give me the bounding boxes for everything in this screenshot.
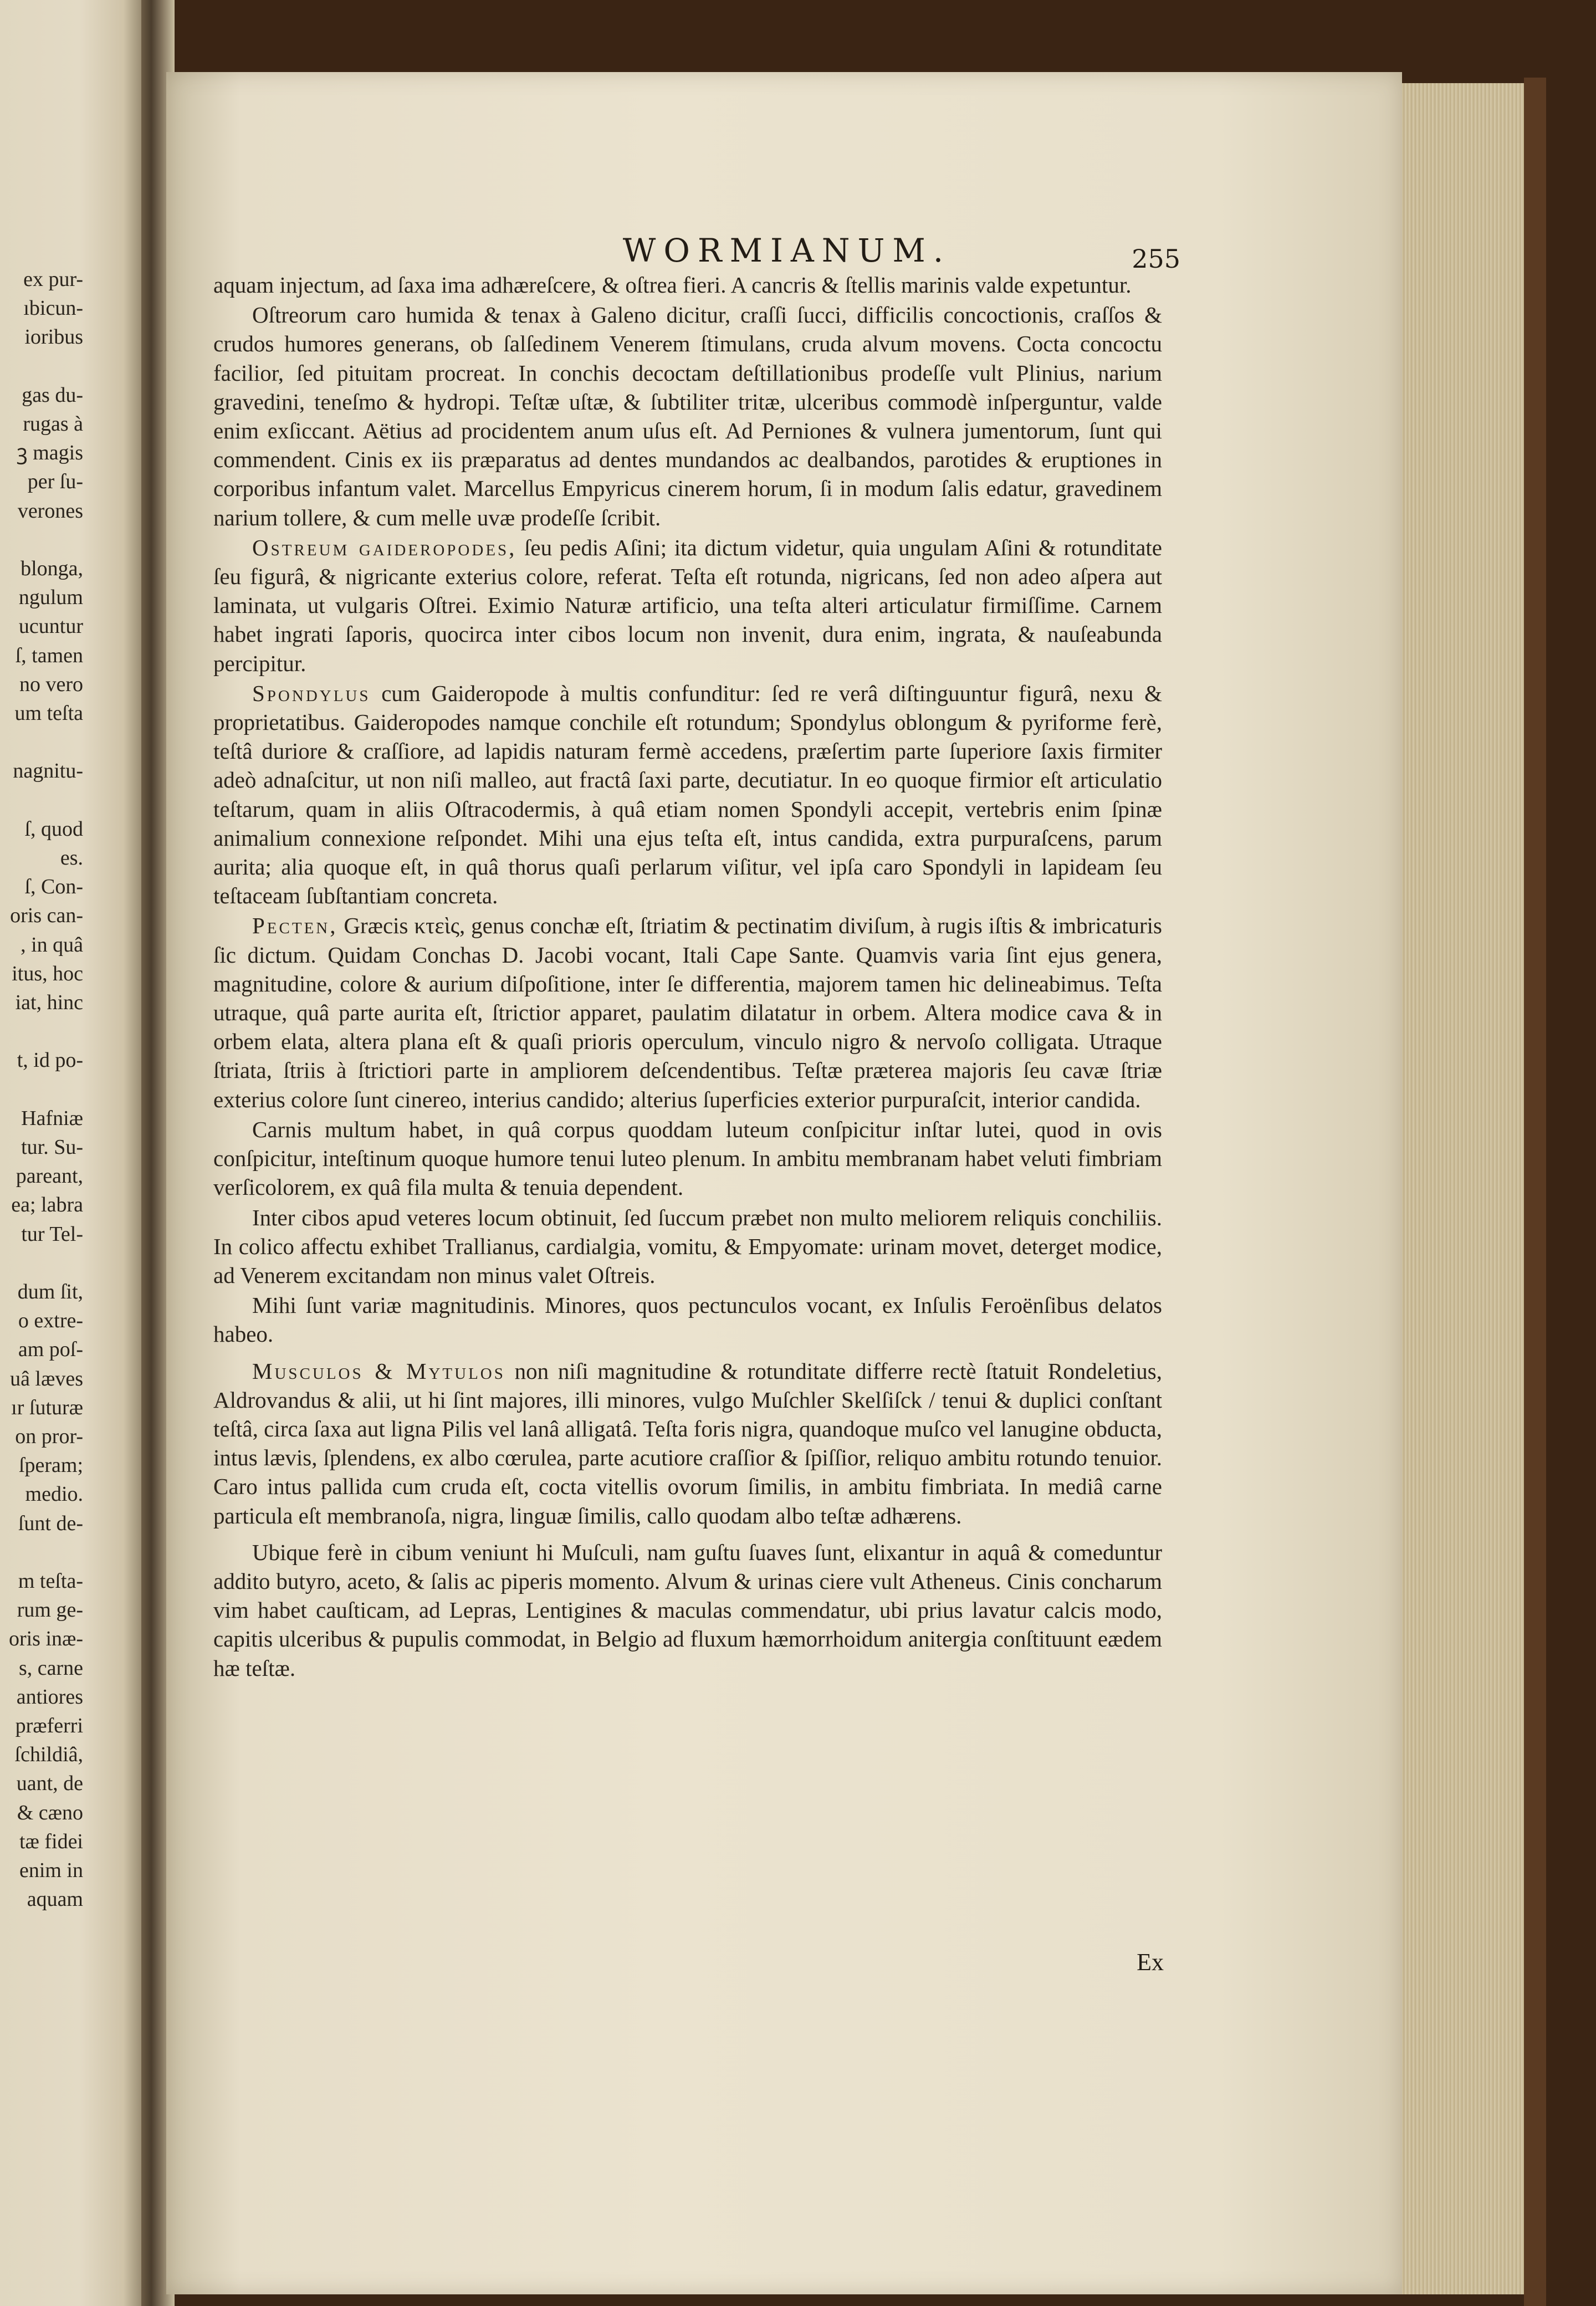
left-page-line: ꝫ magis	[17, 441, 83, 465]
main-text-block	[213, 270, 1162, 1684]
left-page-line: s, carne	[18, 1656, 83, 1680]
left-page-line: tæ fidei	[19, 1829, 83, 1853]
paragraph-6: Inter cibos apud veteres locum obtinuit, ſed ſuccum præbet non multo meliorem reliquis conchiliis. In colico affectu exhibet Trallianus, cardialgia, vomitu, & Empyomate: urinam movet, deterget modice, ad Venerem excitandam non minus valet Oſtreis.	[213, 1204, 1162, 1288]
left-page-line: & cæno	[17, 1801, 83, 1824]
left-page-line: am poſ-	[18, 1338, 83, 1362]
entry-heading: Ostreum gaideropodes,	[252, 534, 517, 560]
left-page-line: um teſta	[14, 702, 83, 725]
paragraph-4: Pecten, Græcis κτεὶς, genus conchæ eſt, ſtriatim & pectinatim diviſum, à rugis iſtis & imbricaturis ſic dictum. Quidam Conchas D. Jacobi vocant, Itali Cape Sante. Quamvis varia ſint ejus genera, magnitudine, colore & aurium diſpoſitione, inter ſe differentia, majorem tamen hic delineabimus. Teſta utraque, quâ parte aurita eſt, ſtrictior apparet, paulatim dilatatur in orbem. Altera modice cava & in orbem elata, altera plana eſt & quaſi prioris operculum, vinculo nigro & nervoſo colligata. Utraque ſtriata, ſtriis à ſtrictiori parte in ampliorem deſcendentibus. Teſtæ præterea majoris ſeu cavæ ſtriæ exterius colore ſunt cinereo, interius candido; alterius ſuperficies exterior purpuraſcit, interior candida.	[213, 913, 1162, 1112]
left-page-line: enim in	[19, 1859, 83, 1882]
paragraph-7: Mihi ſunt variæ magnitudinis. Minores, quos pectunculos vocant, ex Inſulis Feroënſibus delatos habeo.	[213, 1292, 1162, 1347]
left-page-line: ioribus	[24, 325, 83, 349]
left-page-line: ſunt de-	[18, 1511, 83, 1535]
left-page-line: verones	[17, 499, 83, 523]
left-page-line: ıbicun-	[23, 296, 83, 320]
left-page-line: ſchildiâ,	[14, 1743, 83, 1767]
left-page-line: ngulum	[18, 586, 83, 610]
left-page-line: ſ, tamen	[15, 643, 83, 667]
catchword: Ex	[1137, 1949, 1164, 1976]
running-head: WORMIANUM.	[622, 232, 952, 269]
left-page-line: ſperam;	[18, 1454, 83, 1477]
left-page-line: o extre-	[18, 1309, 83, 1333]
left-page-line: t, id po-	[17, 1049, 83, 1072]
left-page-line: ſ, Con-	[24, 875, 83, 899]
left-page-line: , in quâ	[21, 933, 83, 957]
left-page-line: es.	[60, 846, 83, 870]
left-page-line: itus, hoc	[12, 962, 83, 985]
left-page-line: Hafniæ	[21, 1106, 83, 1130]
left-page-line: on pror-	[15, 1425, 83, 1448]
left-page-line: ſ, quod	[24, 817, 83, 841]
paragraph-1: Oſtreorum caro humida & tenax à Galeno dicitur, craſſi ſucci, difficilis concoctionis, craſſos & crudos humores generans, ob ſalſedinem Venerem ſtimulans, cruda alvum movens. Cocta concoctu facilior, ſed pituitam procreat. In conchis decoctam deſtillationibus prodeſſe vult Plinius, narium gravedini, teneſmo & hydropi. Teſtæ uſtæ, & ſubtiliter tritæ, ulceribus commodè inſperguntur, valde enim exſiccant. Aëtius ad procidentem anum uſus eſt. Ad Perniones & vulnera jumentorum, ſunt qui commendent. Cinis ex iis præparatus ad dentes mundandos ac dealbandos, parotides & eruptiones in corporibus infantum valet. Marcellus Empyricus cinerem horum, ſi in modum ſalis edatur, gravedinem narium tollere, & cum melle uvæ prodeſſe ſcribit.	[213, 302, 1162, 530]
left-page-line: rugas à	[23, 412, 83, 436]
page-fore-edge	[1394, 83, 1532, 2294]
left-facing-page	[0, 0, 145, 2306]
left-page-line: per ſu-	[27, 470, 83, 494]
left-page-line: ır ſuturæ	[11, 1395, 83, 1419]
left-page-line: rum ge-	[17, 1598, 83, 1622]
left-page-line: oris inæ-	[8, 1627, 83, 1651]
left-page-line: tur Tel-	[21, 1222, 83, 1246]
left-page-line: ea; labra	[11, 1193, 83, 1217]
paragraph-8: Musculos & Mytulos non niſi magnitudine & rotunditate differre rectè ſtatuit Rondeletius, Aldrovandus & alii, ut hi ſint majores, illi minores, vulgo Muſchler Skelſiſck / tenui & duplici conſtant teſtâ, circa ſaxa aut ligna Pilis vel lanâ alligatâ. Teſta foris nigra, quandoque muſco vel lanugine obducta, intus lævis, ſplendens, ex albo cœrulea, parte acutiore craſſior & ſpiſſior, reliquo ambitu rotundo tenuior. Caro intus pallida cum cruda eſt, cocta vitellis ovorum ſimilis, in ambitu fimbriata. In mediâ carne particula eſt membranoſa, nigra, linguæ ſimilis, callo quodam albo teſtæ adhærens.	[213, 1358, 1162, 1528]
left-page-line: uâ læves	[10, 1367, 83, 1390]
left-page-line: gas du-	[22, 383, 83, 407]
left-page-line: ucuntur	[18, 615, 83, 638]
paragraph-2: Ostreum gaideropodes, ſeu pedis Aſini; ita dictum videtur, quia ungulam Aſini & rotunditate ſeu figurâ, & nigricante exterius colore, referat. Teſta eſt rotunda, nigricans, ſed non adeo aſpera aut laminata, ut vulgaris Oſtrei. Eximio Naturæ artificio, una teſta alteri articulatur firmiſſime. Carnem habet ingrati ſaporis, quocirca inter cibos locum non invenit, dura enim, ingrata, & nauſeabunda percipitur.	[213, 534, 1162, 676]
left-page-line: iat, hinc	[15, 991, 83, 1014]
book-cover-edge	[1524, 78, 1546, 2306]
entry-heading: Musculos & Mytulos	[252, 1358, 505, 1384]
left-page-line: tur. Su-	[21, 1136, 83, 1159]
left-page-line: antiores	[16, 1685, 83, 1709]
entry-heading: Pecten,	[252, 913, 338, 939]
left-page-line: no vero	[19, 672, 83, 696]
paragraph-5: Carnis multum habet, in quâ corpus quoddam luteum conſpicitur inſtar lutei, quod in ovis conſpicitur, inteſtinum quoque humore tenui luteo plenum. In ambitu membranam habet veluti fimbriam verſicolorem, ex quâ fila multa & tenuia dependent.	[213, 1116, 1162, 1200]
left-page-line: aquam	[27, 1888, 83, 1911]
paragraph-0: aquam injectum, ad ſaxa ima adhæreſcere, & oſtrea fieri. A cancris & ſtellis marinis valde expetuntur.	[213, 272, 1132, 298]
paragraph-9: Ubique ferè in cibum veniunt hi Muſculi, nam guſtu ſuaves ſunt, elixantur in aquâ & comeduntur addito butyro, aceto, & ſalis ac piperis momento. Alvum & urinas ciere vult Atheneus. Cinis concharum vim habet cauſticam, ad Lepras, Lentigines & maculas commendatur, ubi prius lavatur calcis modo, capitis ulceribus & pupulis commodat, in Belgio ad fluxum hæmorrhoidum anitergia conſtituunt eædem hæ teſtæ.	[213, 1539, 1162, 1681]
paragraph-3: Spondylus cum Gaideropode à multis confunditur: ſed re verâ diſtinguuntur figurâ, nexu & proprietatibus. Gaideropodes namque conchile eſt rotundum; Spondylus oblongum & pyriforme ferè, teſtâ duriore & craſſiore, ad lapidis naturam fermè accedens, præſertim parte ſuperiore ſaxis firmiter adeò adnaſcitur, ut non niſi malleo, aut fractâ ſaxi parte, decutiatur. In eo quoque firmior eſt articulatio teſtarum, quam in aliis Oſtracodermis, à quâ etiam nomen Spondyli accepit, vertebris enim ſpinæ animalium connexione reſpondet. Mihi una ejus teſta eſt, intus candida, extra purpuraſcens, parum aurita; alia quoque eſt, in quâ thorus quaſi perlarum viſitur, vel ipſa caro Spondyli in lapideam ſeu teſtaceam ſubſtantiam concreta.	[213, 680, 1162, 909]
entry-heading: Spondylus	[252, 680, 371, 706]
left-page-line: oris can-	[10, 904, 83, 928]
page-number: 255	[1132, 244, 1180, 274]
left-page-line: medio.	[25, 1482, 83, 1506]
left-page-line: nagnitu-	[13, 759, 83, 783]
left-page-line: præferri	[15, 1714, 83, 1737]
left-page-line: uant, de	[16, 1772, 83, 1796]
left-page-line: blonga,	[21, 557, 83, 580]
left-page-line: m teſta-	[18, 1569, 83, 1593]
left-page-line: ex pur-	[23, 268, 83, 291]
left-page-line: dum ſit,	[17, 1280, 83, 1303]
left-page-line: pareant,	[16, 1164, 83, 1188]
